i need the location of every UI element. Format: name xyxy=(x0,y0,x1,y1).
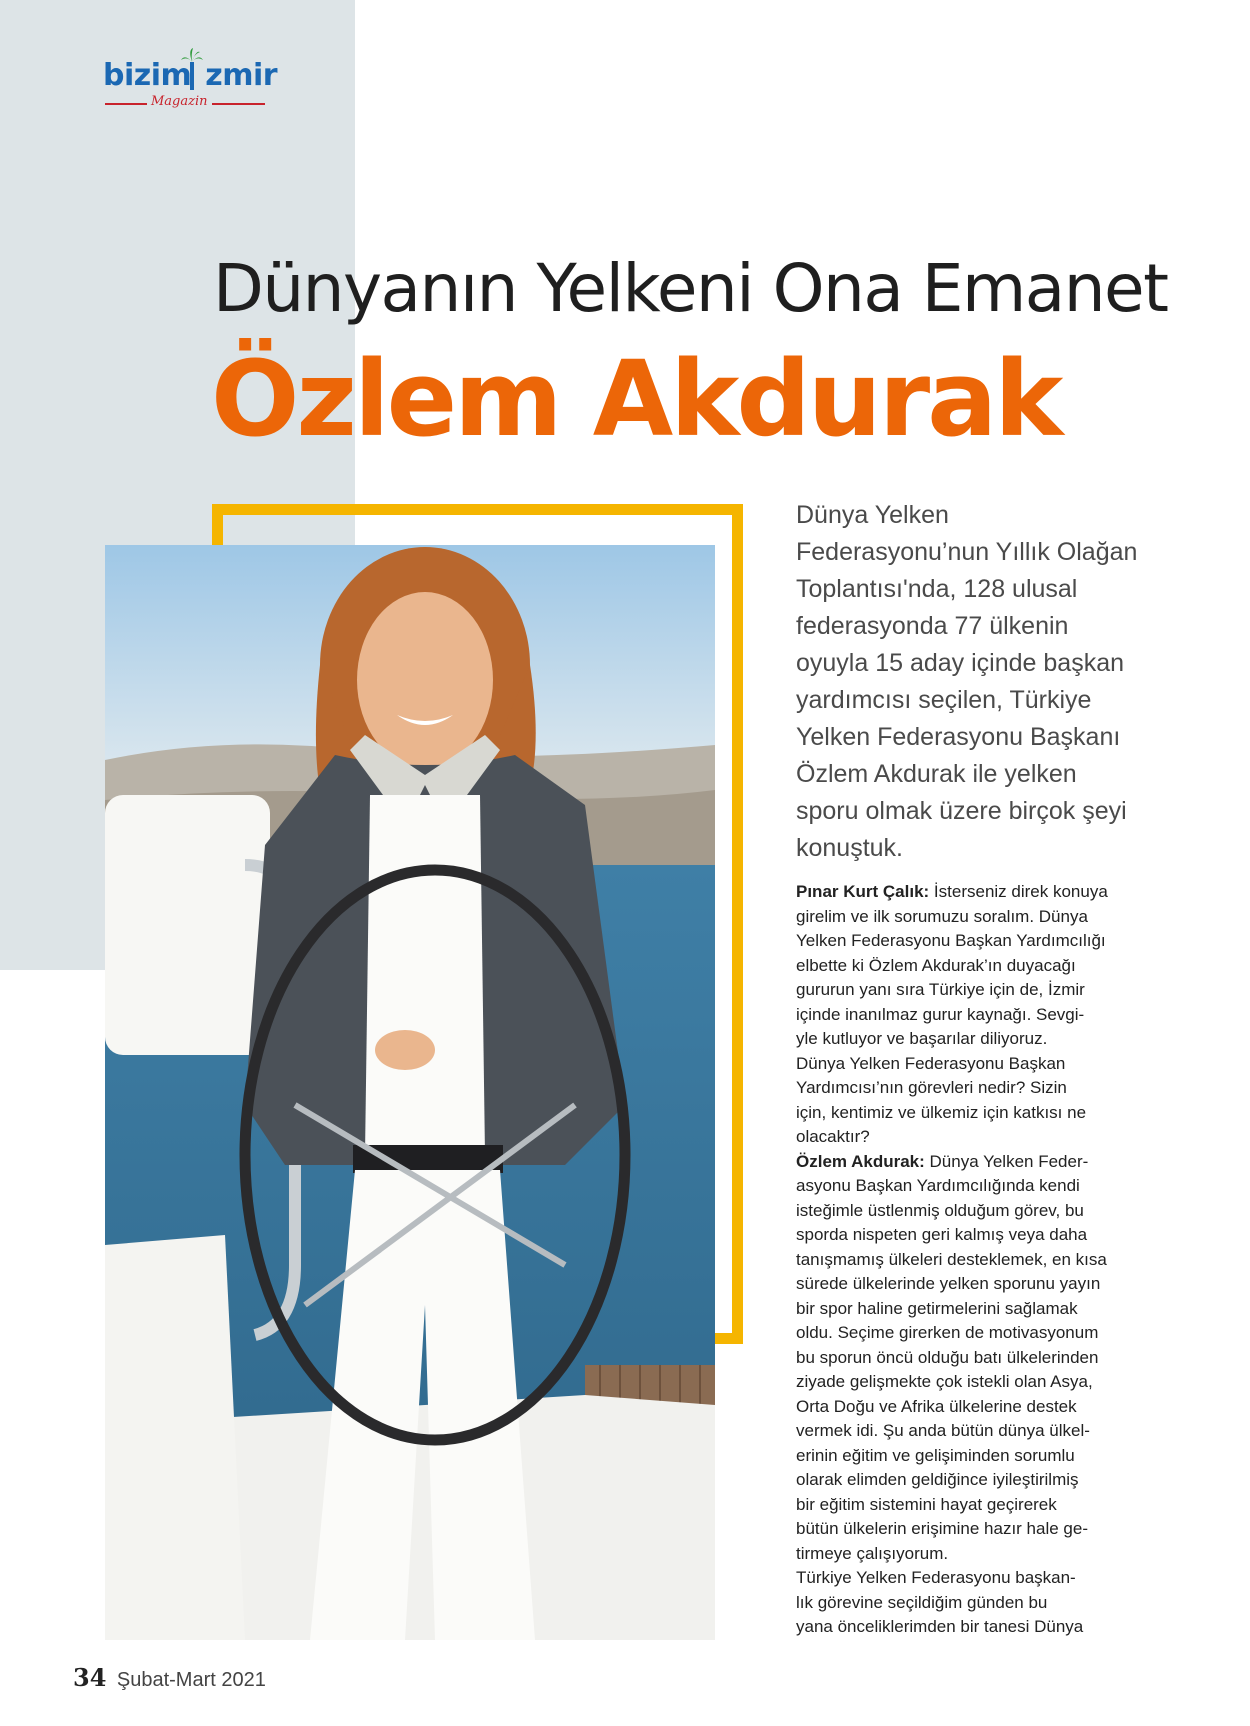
answer-line: oldu. Seçime girerken de motivasyonum xyxy=(796,1323,1099,1342)
article-title: Özlem Akdurak xyxy=(211,338,1061,460)
answer-line: sürede ülkelerinde yelken sporunu yayın xyxy=(796,1274,1101,1293)
answer-line: Orta Doğu ve Afrika ülkelerine destek xyxy=(796,1396,1077,1416)
answer-line: yana önceliklerimden bir tanesi Dünya xyxy=(796,1617,1084,1636)
answer-line: Türkiye Yelken Federasyonu başkan- xyxy=(796,1568,1076,1587)
lead-line: Toplantısı'nda, 128 ulusal xyxy=(796,575,1078,603)
question-line: için, kentimiz ve ülkemiz için katkısı ne xyxy=(796,1102,1087,1122)
interviewee-name: Özlem Akdurak: xyxy=(796,1151,925,1171)
question-line: gururun yanı sıra Türkiye için de, İzmir xyxy=(796,980,1085,999)
magazine-logo xyxy=(103,58,278,109)
answer-line: asyonu Başkan Yardımcılığında kendi xyxy=(796,1176,1080,1195)
article-body xyxy=(796,880,1116,1640)
answer-line: sporda nispeten geri kalmış veya daha xyxy=(796,1225,1088,1244)
question-line: olacaktır? xyxy=(796,1127,870,1146)
question-line: elbette ki Özlem Akdurak’ın duyacağı xyxy=(796,955,1076,975)
answer-line: isteğimle üstlenmiş olduğum görev, bu xyxy=(796,1200,1084,1220)
answer-line: erinin eğitim ve gelişiminden sorumlu xyxy=(796,1445,1075,1465)
answer-line: tirmeye çalışıyorum. xyxy=(796,1543,949,1563)
interviewer-name: Pınar Kurt Çalık: xyxy=(796,882,930,901)
lead-line: Özlem Akdurak ile yelken xyxy=(796,760,1077,788)
lead-line: Dünya Yelken xyxy=(796,501,949,529)
question-line: Dünya Yelken Federasyonu Başkan xyxy=(796,1053,1066,1073)
lead-line: yardımcısı seçilen, Türkiye xyxy=(796,686,1092,714)
question-line: Yardımcısı’nın görevleri nedir? Sizin xyxy=(796,1078,1067,1097)
answer-line: bütün ülkelerin erişimine hazır hale ge- xyxy=(796,1519,1088,1538)
answer-line: vermek idi. Şu anda bütün dünya ülkel- xyxy=(796,1421,1090,1440)
logo-subtitle: Magazin xyxy=(147,94,212,109)
answer-line: bu sporun öncü olduğu batı ülkelerinden xyxy=(796,1347,1099,1367)
lead-line: oyuyla 15 aday içinde başkan xyxy=(796,649,1125,677)
answer-line: tanışmamış ülkeleri desteklemek, en kısa xyxy=(796,1249,1107,1269)
answer-line: olarak elimden geldiğince iyileştirilmiş xyxy=(796,1470,1079,1489)
lead-line: Federasyonu’nun Yıllık Olağan xyxy=(796,538,1138,566)
lead-line: Yelken Federasyonu Başkanı xyxy=(796,723,1121,751)
issue-date: Şubat-Mart 2021 xyxy=(116,1669,266,1691)
portrait-photo xyxy=(105,545,715,1640)
page-number: 34 xyxy=(73,1663,107,1692)
answer-line: bir spor haline getirmelerini sağlamak xyxy=(796,1298,1078,1318)
answer-line: lık görevine seçildiğim günden bu xyxy=(796,1592,1048,1612)
question-line: girelim ve ilk sorumuzu soralım. Dünya xyxy=(796,906,1088,926)
article-subtitle: Dünyanın Yelkeni Ona Emanet xyxy=(213,250,1168,327)
lead-line: sporu olmak üzere birçok şeyi xyxy=(796,797,1127,825)
answer-line: Özlem Akdurak: Dünya Yelken Feder- xyxy=(796,1151,1089,1171)
question-line: yle kutluyor ve başarılar diliyoruz. xyxy=(796,1029,1048,1048)
page-footer xyxy=(73,1663,266,1692)
answer-line: bir eğitim sistemini hayat geçirerek xyxy=(796,1494,1057,1514)
logo-word-part2: zmir xyxy=(205,58,278,93)
question-line: Yelken Federasyonu Başkan Yardımcılığı xyxy=(796,931,1106,950)
palm-tree-icon xyxy=(181,48,203,92)
answer-line: ziyade gelişmekte çok istekli olan Asya, xyxy=(796,1372,1093,1391)
question-line: Pınar Kurt Çalık: İsterseniz direk konuya xyxy=(796,882,1108,901)
lead-line: federasyonda 77 ülkenin xyxy=(796,612,1069,640)
article-lead xyxy=(796,497,1151,867)
logo-word-part1: bizim xyxy=(103,58,192,93)
lead-line: konuştuk. xyxy=(796,834,904,862)
question-line: içinde inanılmaz gurur kaynağı. Sevgi- xyxy=(796,1004,1085,1024)
